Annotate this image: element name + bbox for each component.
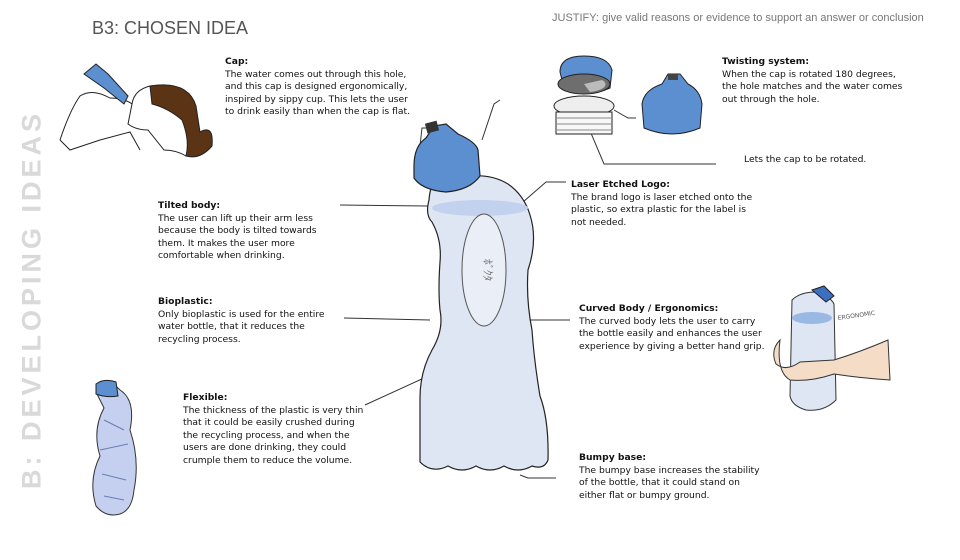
- logo-body: The brand logo is laser etched onto the plastic, so extra plastic for the label is not needed.: [571, 191, 753, 228]
- crumpled-bottle-sketch: [93, 380, 136, 515]
- bumpy-body: The bumpy base increases the stability of the bottle, that it could stand on either flat or bumpy ground.: [579, 464, 760, 501]
- side-section-title: B: DEVELOPING IDEAS: [16, 109, 47, 490]
- tilted-heading: Tilted body:: [158, 200, 221, 211]
- curved-heading: Curved Body / Ergonomics:: [579, 303, 719, 314]
- bioplastic-body: Only bioplastic is used for the entire water bottle, that it reduces the recycling process.: [158, 308, 325, 345]
- tilted-body: The user can lift up their arm less because the body is tilted towards them. It makes the user more comfortable when drinking.: [158, 212, 317, 262]
- twisting-body: When the cap is rotated 180 degrees, the hole matches and the water comes out through the hole.: [722, 68, 903, 105]
- slide-title: B3: CHOSEN IDEA: [92, 18, 249, 38]
- hand-holding-bottle-sketch: [774, 286, 890, 410]
- cap-heading: Cap:: [225, 56, 249, 67]
- bumpy-heading: Bumpy base:: [579, 452, 647, 463]
- flexible-heading: Flexible:: [183, 392, 228, 403]
- logo-heading: Laser Etched Logo:: [571, 179, 670, 190]
- twisting-heading: Twisting system:: [722, 56, 810, 67]
- person-drinking-sketch: [60, 64, 212, 157]
- bottle-cap: [414, 124, 480, 192]
- logo-mark: ﾎﾞｸﾀ: [481, 259, 494, 281]
- cap-body: The water comes out through this hole, and this cap is designed ergonomically, inspired by sippy cup. This lets the user to drink easily than when the cap is flat.: [225, 68, 411, 118]
- sketch-label: ERGONOMIC: [837, 309, 876, 322]
- cap-exploded-view: [554, 56, 702, 134]
- water-level: [432, 200, 528, 216]
- rotate-body: Lets the cap to be rotated.: [744, 154, 867, 165]
- justify-note: JUSTIFY: give valid reasons or evidence to support an answer or conclusion: [552, 12, 924, 24]
- flexible-body: The thickness of the plastic is very thin that it could be easily crushed during the recycling process, and when the users are done drinking, they could crumple them to reduce the volume.: [183, 404, 364, 466]
- curved-body: The curved body lets the user to carry the bottle easily and enhances the user experience by giving a better hand grip.: [579, 315, 765, 352]
- main-bottle: [414, 121, 548, 470]
- bioplastic-heading: Bioplastic:: [158, 296, 213, 307]
